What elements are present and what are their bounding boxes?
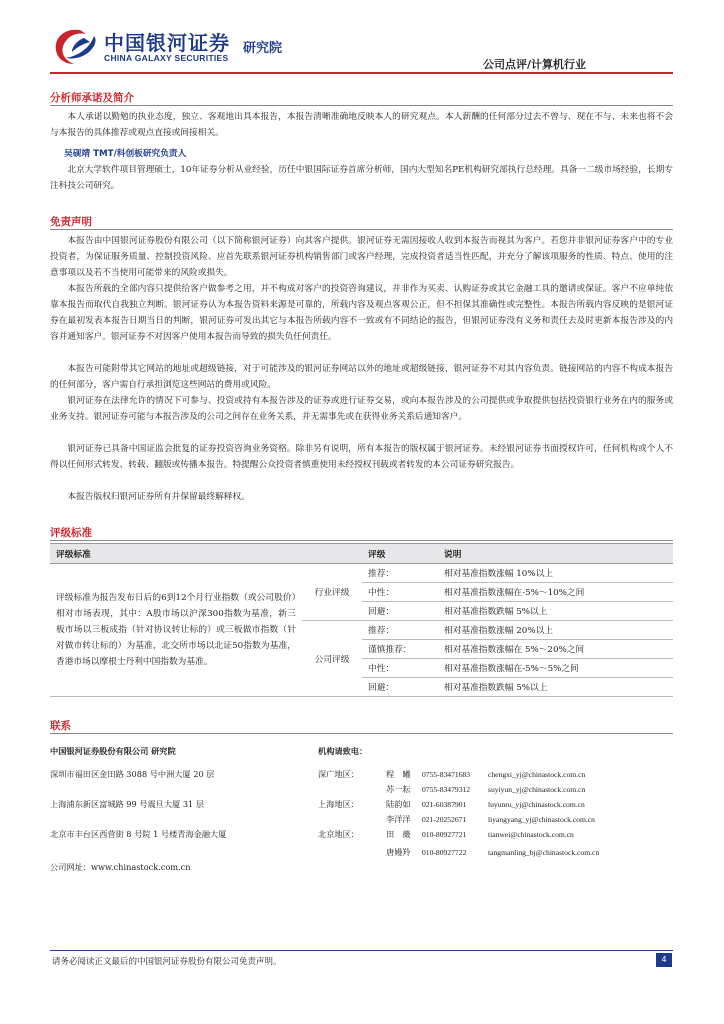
contact-person-name: 田 薇: [386, 829, 411, 839]
contact-person-name: 唐嫚羚: [386, 847, 411, 857]
report-type: 公司点评/计算机行业: [482, 58, 586, 71]
analyst-pledge: 本人承诺以勤勉的执业态度，独立、客观地出具本报告，本报告清晰准确地反映本人的研究观点。本人薪酬的任何部分过去不曾与、现在不与、未来也将不会与本报告的具体推荐或观点直接或间接相关。: [50, 112, 673, 138]
logo-english-name: CHINA GALAXY SECURITIES: [104, 53, 229, 63]
rating-table: [50, 543, 673, 697]
address-shanghai: 上海浦东新区富城路 99 号震旦大厦 31 层: [50, 799, 205, 809]
rating-grade: 回避：: [362, 602, 438, 621]
rating-grade: 中性：: [362, 583, 438, 602]
contact-person-email[interactable]: suyiyun_yj@chinastock.com.cn: [488, 785, 586, 794]
contact-person-phone: 0755-83479312: [422, 785, 471, 794]
institute-label: 研究院: [243, 41, 283, 56]
analyst-bio: 北京大学软件项目管理硕士，10年证券分析从业经验，历任中银国际证券首席分析师，国内大型知名PE机构研究部执行总经理。具备一二级市场经验，长期专注科技公司研究。: [50, 165, 673, 191]
rating-desc: 相对基准指数涨幅在 5%～20%之间: [438, 640, 673, 659]
disclaimer-paragraph-5: 银河证券已具备中国证监会批复的证券投资咨询业务资格。除非另有说明，所有本报告的版权属于银河证券。未经银河证券书面授权许可，任何机构或个人不得以任何形式转发、转载、翻版或传播本报告。特提醒公众投资者慎重使用未经授权刊载或者转发的本公司证券研究报告。: [50, 444, 673, 470]
rating-grade: 推荐：: [362, 564, 438, 583]
rating-header-grade: 评级: [362, 544, 438, 564]
rating-header-standard: 评级标准: [50, 544, 302, 564]
contact-person-email[interactable]: tangmanling_bj@chinastock.com.cn: [488, 848, 600, 857]
rating-grade: 推荐：: [362, 621, 438, 640]
region-shenzhen-guangzhou: 深广地区：: [318, 769, 359, 779]
contact-person-name: 李洋洋: [386, 814, 411, 824]
rating-header-row: [50, 544, 673, 564]
rating-desc: 相对基准指数涨幅在-5%～5%之间: [438, 659, 673, 678]
contact-person-phone: 010-80927722: [422, 848, 467, 857]
rating-desc: 相对基准指数跌幅 5%以上: [438, 602, 673, 621]
contact-section-rule: [50, 733, 673, 734]
disclaimer-section-rule: [50, 229, 673, 230]
contact-person-name: 程 曦: [386, 769, 411, 779]
rating-desc: 相对基准指数涨幅 10%以上: [438, 564, 673, 583]
disclaimer-section-title: 免责声明: [50, 216, 92, 228]
contact-person-email[interactable]: liyangyang_yj@chinastock.com.cn: [488, 815, 595, 824]
analyst-section-title: 分析师承诺及简介: [50, 92, 134, 104]
contact-person-name: 苏一耘: [386, 784, 411, 794]
disclaimer-paragraph-2: 本报告所载的全部内容只提供给客户做参考之用，并不构成对客户的投资咨询建议，并非作为买卖、认购证券或其它金融工具的邀请或保证。客户不应单纯依靠本报告而取代自我独立判断。银河证券认为本报告资料来源是可靠的，所载内容及观点客观公正，但不担保其准确性或完整性。本报告所载内容反映的是银河证券在最初发表本报告日期当日的判断，银河证券可发出其它与本报告所载内容不一致或有不同结论的报告，但银河证券没有义务和责任去及时更新本报告涉及的内容并通知客户。银河证券不对因客户使用本报告而导致的损失负任何责任。: [50, 284, 673, 342]
contact-person-name: 陆韵如: [386, 799, 411, 809]
address-shenzhen: 深圳市福田区金田路 3088 号中洲大厦 20 层: [50, 769, 215, 779]
disclaimer-paragraph-3: 本报告可能附带其它网站的地址或超级链接，对于可能涉及的银河证券网站以外的地址或超级链接，银河证券不对其内容负责。链接网站的内容不构成本报告的任何部分，客户需自行承担浏览这些网站的费用或风险。: [50, 364, 673, 390]
contact-person-phone: 010-80927721: [422, 830, 467, 839]
rating-desc: 相对基准指数跌幅 5%以上: [438, 678, 673, 697]
header-divider: [50, 72, 673, 74]
rating-section-title: 评级标准: [50, 527, 92, 539]
contact-person-email[interactable]: luyunru_yj@chinastock.com.cn: [488, 800, 585, 809]
footer-disclaimer-note: 请务必阅读正文最后的中国银河证券股份有限公司免责声明。: [52, 957, 282, 967]
company-rating-label: 公司评级: [302, 621, 362, 697]
address-beijing: 北京市丰台区西营街 8 号院 1 号楼青海金融大厦: [50, 829, 227, 839]
industry-rating-label: 行业评级: [302, 564, 362, 621]
logo-chinese-name: 中国银河证券: [104, 31, 230, 55]
rating-standard-description: 评级标准为报告发布日后的6到12个月行业指数（或公司股价）相对市场表现，其中：A股市场以沪深300指数为基准，新三板市场以三板成指（针对协议转让标的）或三板做市指数（针对做市转让标的）为基准，北交所市场以北证50指数为基准，香港市场以摩根士丹利中国指数为基准。: [50, 564, 302, 697]
institution-title: 机构请致电：: [318, 746, 368, 756]
rating-desc: 相对基准指数涨幅在-5%～10%之间: [438, 583, 673, 602]
disclaimer-paragraph-4: 银河证券在法律允许的情况下可参与、投资或持有本报告涉及的证券或进行证券交易，或向本报告涉及的公司提供或争取提供包括投资银行业务在内的服务或业务支持。银河证券可能与本报告涉及的公司之间存在业务关系，并无需事先或在获得业务关系后通知客户。: [50, 396, 673, 422]
disclaimer-paragraph-6: 本报告版权归银河证券所有并保留最终解释权。: [67, 492, 250, 502]
rating-section-rule: [50, 540, 673, 541]
disclaimer-paragraph-1: 本报告由中国银河证券股份有限公司（以下简称银河证券）向其客户提供。银河证券无需因接收人收到本报告而视其为客户。若您并非银河证券客户中的专业投资者，为保证服务质量、控制投资风险、应首先联系银河证券机构销售部门或客户经理，完成投资者适当性匹配，并充分了解该项服务的性质、特点、使用的注意事项以及若不当使用可能带来的风险或损失。: [50, 236, 673, 278]
analyst-name: 吴砚靖 TMT/科创板研究负责人: [64, 149, 187, 159]
table-row: [50, 564, 673, 583]
contact-person-email[interactable]: tianwei@chinastock.com.cn: [488, 830, 574, 839]
contact-person-phone: 021-20252671: [422, 815, 467, 824]
contact-person-phone: 0755-83471683: [422, 770, 471, 779]
contact-person-phone: 021-60387901: [422, 800, 467, 809]
contact-person-email[interactable]: chengxi_yj@chinastock.com.cn: [488, 770, 586, 779]
galaxy-logo-icon: [50, 26, 100, 66]
company-website[interactable]: 公司网址：www.chinastock.com.cn: [50, 862, 191, 872]
analyst-section-rule: [50, 105, 673, 106]
rating-header-desc: 说明: [438, 544, 673, 564]
region-shanghai: 上海地区：: [318, 799, 359, 809]
rating-desc: 相对基准指数涨幅 20%以上: [438, 621, 673, 640]
rating-grade: 谨慎推荐：: [362, 640, 438, 659]
region-beijing: 北京地区：: [318, 829, 359, 839]
footer-divider: [50, 950, 673, 951]
contact-section-title: 联系: [50, 720, 71, 732]
page-number: 4: [656, 953, 672, 967]
rating-grade: 中性：: [362, 659, 438, 678]
contact-company: 中国银河证券股份有限公司 研究院: [50, 746, 176, 756]
rating-grade: 回避：: [362, 678, 438, 697]
